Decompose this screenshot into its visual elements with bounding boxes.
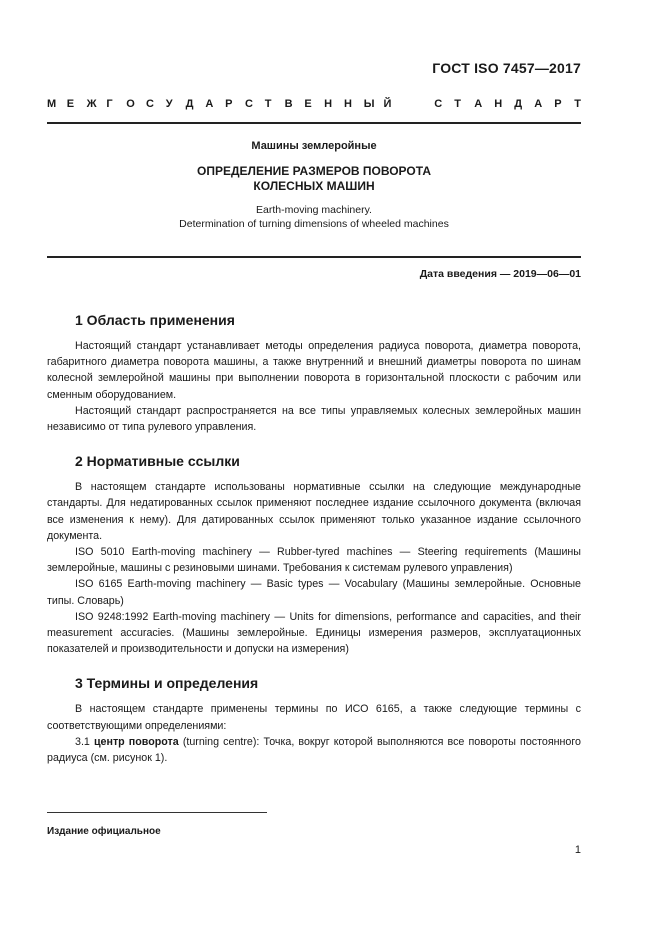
- english-title-line-1: Earth-moving machinery.: [256, 204, 372, 216]
- section-1-paragraph-1: Настоящий стандарт устанавливает методы определения радиуса поворота, диаметра поворота, габаритного диаметра поворота машины, а также внутренний и внешний диаметры поворота по шинам колесной землеройной машины при выполнении поворота в горизонтальной плоскости с рабочим или сменным оборудованием.: [47, 340, 581, 401]
- english-title-line-2: Determination of turning dimensions of wheeled machines: [179, 218, 449, 230]
- title-line-1: ОПРЕДЕЛЕНИЕ РАЗМЕРОВ ПОВОРОТА: [197, 164, 431, 178]
- banner-letter: Е: [304, 98, 312, 110]
- banner-letter: Д: [514, 98, 523, 110]
- banner-letter: Т: [574, 98, 581, 110]
- category-label: Машины землеройные: [251, 140, 377, 152]
- banner-letter: У: [165, 98, 173, 110]
- banner-letter: С: [434, 98, 443, 110]
- interstate-standard-banner: [47, 98, 581, 110]
- banner-letter: А: [474, 98, 483, 110]
- reference-iso-6165: ISO 6165 Earth-moving machinery — Basic types — Vocabulary (Машины землеройные. Основные типы. Словарь): [47, 578, 581, 607]
- term-name: центр поворота: [93, 735, 179, 748]
- section-2-heading: 2 Нормативные ссылки: [75, 453, 240, 470]
- page-number: 1: [574, 844, 581, 856]
- title-line-2: КОЛЕСНЫХ МАШИН: [253, 179, 375, 193]
- reference-iso-5010: ISO 5010 Earth-moving machinery — Rubber-tyred machines — Steering requirements (Машины землеройные, машины с резиновыми шинами. Требования к системам рулевого управления): [47, 546, 581, 575]
- header-rule: [47, 122, 581, 124]
- section-3-heading: 3 Термины и определения: [75, 675, 259, 692]
- official-edition-label: Издание официальное: [47, 826, 161, 837]
- banner-letter: Г: [106, 98, 113, 110]
- banner-letter: А: [205, 98, 214, 110]
- banner-letter: А: [534, 98, 543, 110]
- banner-letter: Ж: [86, 98, 97, 110]
- banner-letter: С: [244, 98, 253, 110]
- english-title: [47, 203, 581, 231]
- banner-letter: М: [47, 98, 57, 110]
- document-code: ГОСТ ISO 7457—2017: [432, 60, 581, 76]
- banner-letter: Д: [185, 98, 194, 110]
- banner-letter: Н: [324, 98, 333, 110]
- banner-letter: Р: [554, 98, 562, 110]
- banner-letter: Е: [66, 98, 75, 110]
- banner-letter: С: [145, 98, 154, 110]
- document-title: [47, 164, 581, 194]
- reference-iso-9248: ISO 9248:1992 Earth-moving machinery — Units for dimensions, performance and capacities, and their measurement accuracies. (Машины землеройные. Единицы измерения размеров, эксплуатационных показателей и производительности и допуски на измерения): [47, 610, 581, 656]
- term-3-1: [47, 734, 581, 766]
- banner-letter: О: [126, 98, 135, 110]
- banner-letter: Н: [494, 98, 503, 110]
- section-1-heading: 1 Область применения: [75, 312, 235, 328]
- title-block-rule: [47, 256, 581, 258]
- banner-letter: Т: [264, 98, 272, 110]
- banner-letter: Т: [454, 98, 461, 110]
- banner-letter: Р: [225, 98, 233, 110]
- term-definition: (turning centre): Точка, вокруг которой выполняются все повороты постоянного радиуса (см. рисунок 1).: [47, 735, 581, 765]
- banner-letter: В: [284, 98, 293, 110]
- document-body: [47, 310, 581, 766]
- term-number: 3.1: [75, 735, 94, 748]
- section-2-paragraph-1: В настоящем стандарте использованы нормативные ссылки на следующие международные стандарты. Для недатированных ссылок применяют последнее издание ссылочного документа (включая все изменения к нему). Для датированных ссылок применяют только указанное издание ссылочного документа.: [47, 481, 581, 542]
- footer-rule: [47, 812, 267, 813]
- section-1-paragraph-2: Настоящий стандарт распространяется на все типы управляемых колесных землеройных машин независимо от типа рулевого управления.: [47, 404, 581, 434]
- banner-letter: Й: [383, 98, 392, 110]
- introduction-date: Дата введения — 2019—06—01: [419, 268, 581, 280]
- banner-letter: Н: [343, 98, 352, 110]
- banner-word-interstate: [47, 98, 403, 110]
- section-3-paragraph-1: В настоящем стандарте применены термины по ИСО 6165, а также следующие термины с соответствующими определениями:: [47, 703, 581, 732]
- banner-letter: Ы: [363, 98, 375, 110]
- banner-word-standard: [434, 98, 581, 110]
